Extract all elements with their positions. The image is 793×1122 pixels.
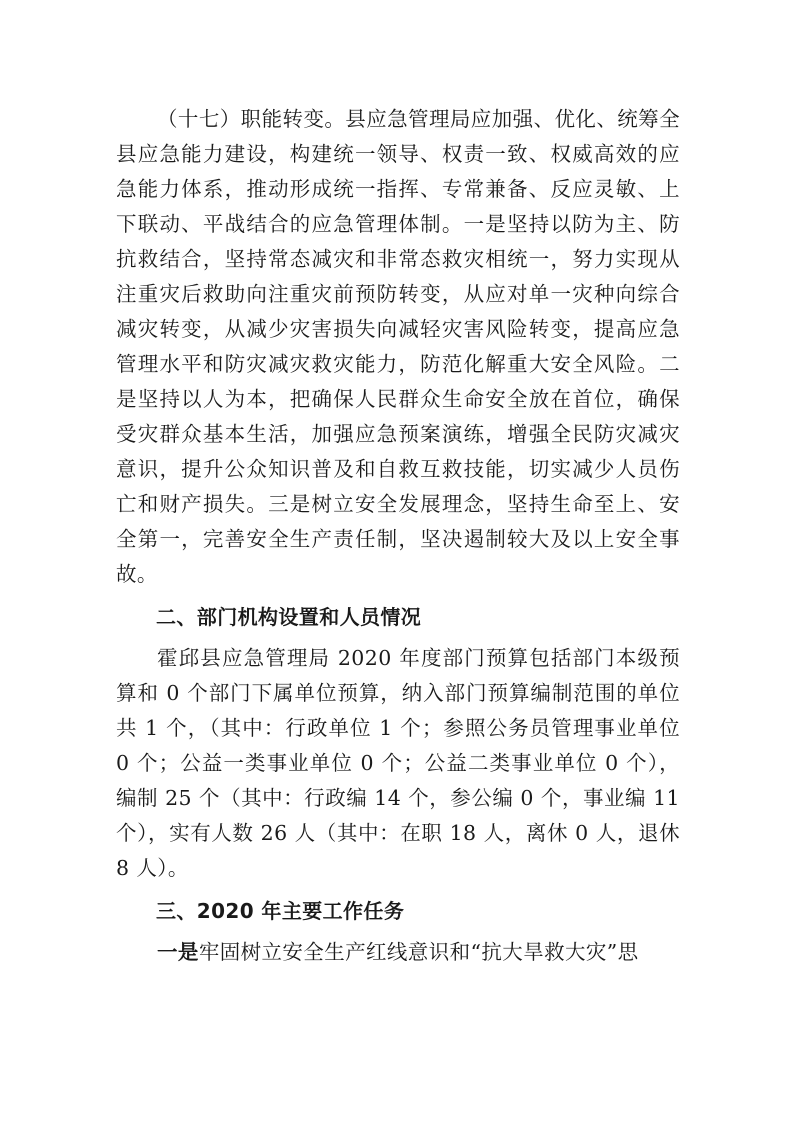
paragraph-function-transformation: （十七）职能转变。县应急管理局应加强、优化、统筹全县应急能力建设，构建统一领导、权责一致、权威高效的应急能力体系，推动形成统一指挥、专常兼备、反应灵敏、上下联动、平战结合的应急管理体制。一是坚持以防为主、防抗救结合，坚持常态减灾和非常态救灾相统一，努力实现从注重灾后救助向注重灾前预防转变，从应对单一灾种向综合减灾转变，从减少灾害损失向减轻灾害风险转变，提高应急管理水平和防灾减灾救灾能力，防范化解重大安全风险。二是坚持以人为本，把确保人民群众生命安全放在首位，确保受灾群众基本生活，加强应急预案演练，增强全民防灾减灾意识，提升公众知识普及和自救互救技能，切实减少人员伤亡和财产损失。三是树立安全发展理念，坚持生命至上、安全第一，完善安全生产责任制，坚决遏制较大及以上安全事故。	[116, 107, 680, 586]
paragraph-main-tasks	[116, 935, 680, 970]
section-heading-main-tasks: 三、2020 年主要工作任务	[156, 899, 405, 923]
paragraph-main-tasks-text: 牢固树立安全生产红线意识和“抗大旱救大灾”思	[198, 940, 639, 964]
paragraph-organization-staffing: 霍邱县应急管理局 2020 年度部门预算包括部门本级预算和 0 个部门下属单位预算，纳入部门预算编制范围的单位共 1 个，（其中：行政单位 1 个；参照公务员管理事业单位 0 个；公益一类事业单位 0 个；公益二类事业单位 0 个），编制 25 个（其中：行政编 14 个，参公编 0 个，事业编 11 个），实有人数 26 人（其中：在职 18 人，离休 0 人，退休 8 人）。	[116, 646, 680, 880]
document-body	[116, 102, 680, 970]
section-heading-organization: 二、部门机构设置和人员情况	[156, 605, 422, 629]
paragraph-lead-label: 一是	[157, 940, 199, 964]
